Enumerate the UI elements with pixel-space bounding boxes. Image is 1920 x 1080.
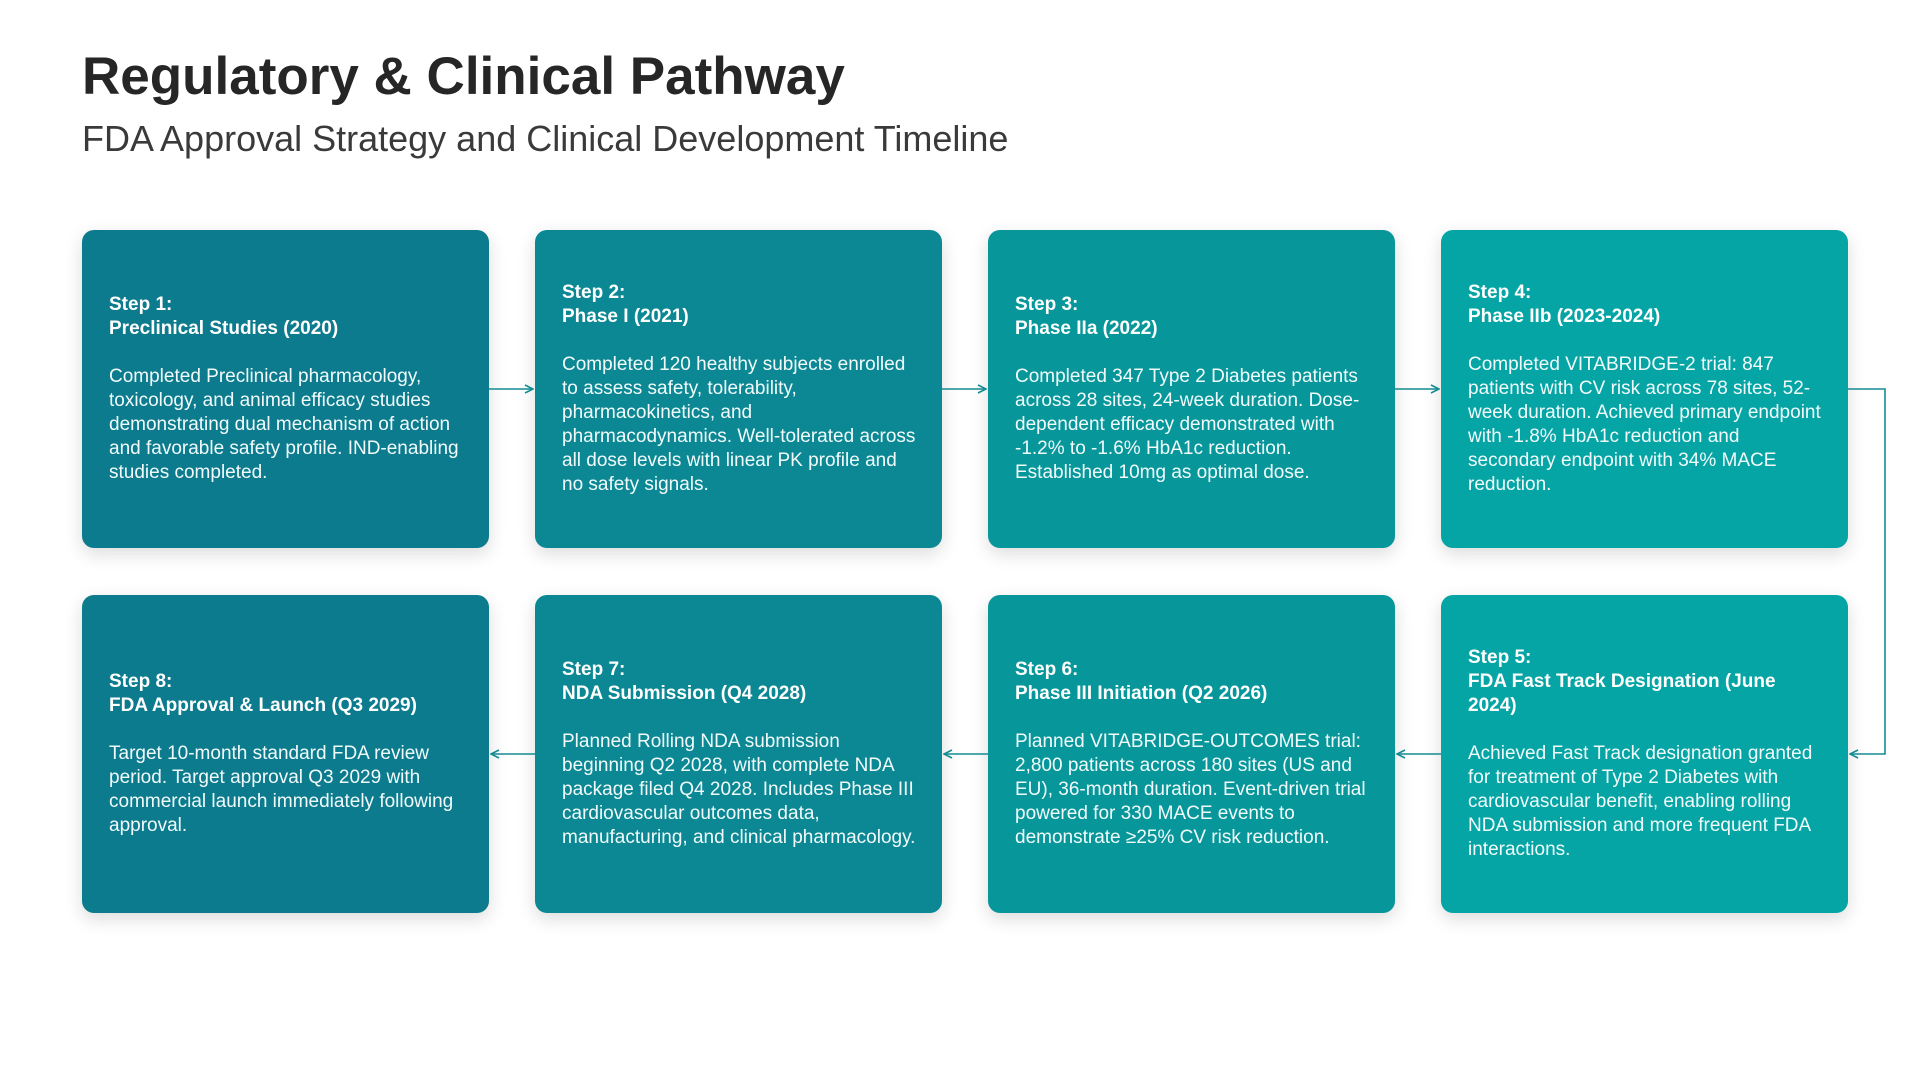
- step-heading: Phase IIa (2022): [1015, 318, 1158, 339]
- page-title: Regulatory & Clinical Pathway: [82, 47, 845, 106]
- step-number: Step 6:: [1015, 659, 1079, 680]
- step-number: Step 3:: [1015, 294, 1079, 315]
- step-number: Step 2:: [562, 282, 626, 303]
- step-heading: FDA Fast Track Designation (June 2024): [1468, 671, 1776, 716]
- step-description: Target 10-month standard FDA review period. Target approval Q3 2029 with commercial launch immediately following approval.: [109, 743, 454, 836]
- step-card-2: [535, 230, 942, 548]
- arrow-step4-to-step5: [1848, 389, 1885, 754]
- step-number: Step 5:: [1468, 647, 1532, 668]
- step-description: Planned VITABRIDGE-OUTCOMES trial: 2,800 patients across 180 sites (US and EU), 36-month duration. Event-driven trial powered for 330 MACE events to demonstrate ≥25% CV risk reduction.: [1015, 731, 1366, 848]
- step-description: Completed 120 healthy subjects enrolled to assess safety, tolerability, pharmacokinetics, and pharmacodynamics. Well-tolerated across all dose levels with linear PK profile and no safety signals.: [562, 354, 916, 495]
- step-card-7: [535, 595, 942, 913]
- step-description: Achieved Fast Track designation granted for treatment of Type 2 Diabetes with cardiovascular benefit, enabling rolling NDA submission and more frequent FDA interactions.: [1468, 743, 1813, 860]
- step-card-6: [988, 595, 1395, 913]
- step-heading: Phase I (2021): [562, 306, 689, 327]
- step-number: Step 4:: [1468, 282, 1532, 303]
- step-card-1: [82, 230, 489, 548]
- step-number: Step 8:: [109, 671, 173, 692]
- step-description: Completed 347 Type 2 Diabetes patients across 28 sites, 24-week duration. Dose-dependent efficacy demonstrated with -1.2% to -1.6% HbA1c reduction. Established 10mg as optimal dose.: [1015, 366, 1360, 483]
- step-description: Completed VITABRIDGE-2 trial: 847 patients with CV risk across 78 sites, 52-week duration. Achieved primary endpoint with -1.8% HbA1c reduction and secondary endpoint with 34% MACE reduction.: [1468, 354, 1821, 495]
- step-heading: Phase III Initiation (Q2 2026): [1015, 683, 1268, 704]
- step-heading: Preclinical Studies (2020): [109, 318, 339, 339]
- step-heading: Phase IIb (2023-2024): [1468, 306, 1661, 327]
- step-card-3: [988, 230, 1395, 548]
- step-number: Step 1:: [109, 294, 173, 315]
- step-card-5: [1441, 595, 1848, 913]
- step-number: Step 7:: [562, 659, 626, 680]
- page-subtitle: FDA Approval Strategy and Clinical Development Timeline: [82, 118, 1009, 159]
- step-description: Completed Preclinical pharmacology, toxicology, and animal efficacy studies demonstrating dual mechanism of action and favorable safety profile. IND-enabling studies completed.: [109, 366, 459, 483]
- step-heading: FDA Approval & Launch (Q3 2029): [109, 695, 417, 716]
- step-card-8: [82, 595, 489, 913]
- step-description: Planned Rolling NDA submission beginning Q2 2028, with complete NDA package filed Q4 2028. Includes Phase III cardiovascular outcomes data, manufacturing, and clinical pharmacology.: [562, 731, 916, 848]
- step-heading: NDA Submission (Q4 2028): [562, 683, 807, 704]
- step-card-4: [1441, 230, 1848, 548]
